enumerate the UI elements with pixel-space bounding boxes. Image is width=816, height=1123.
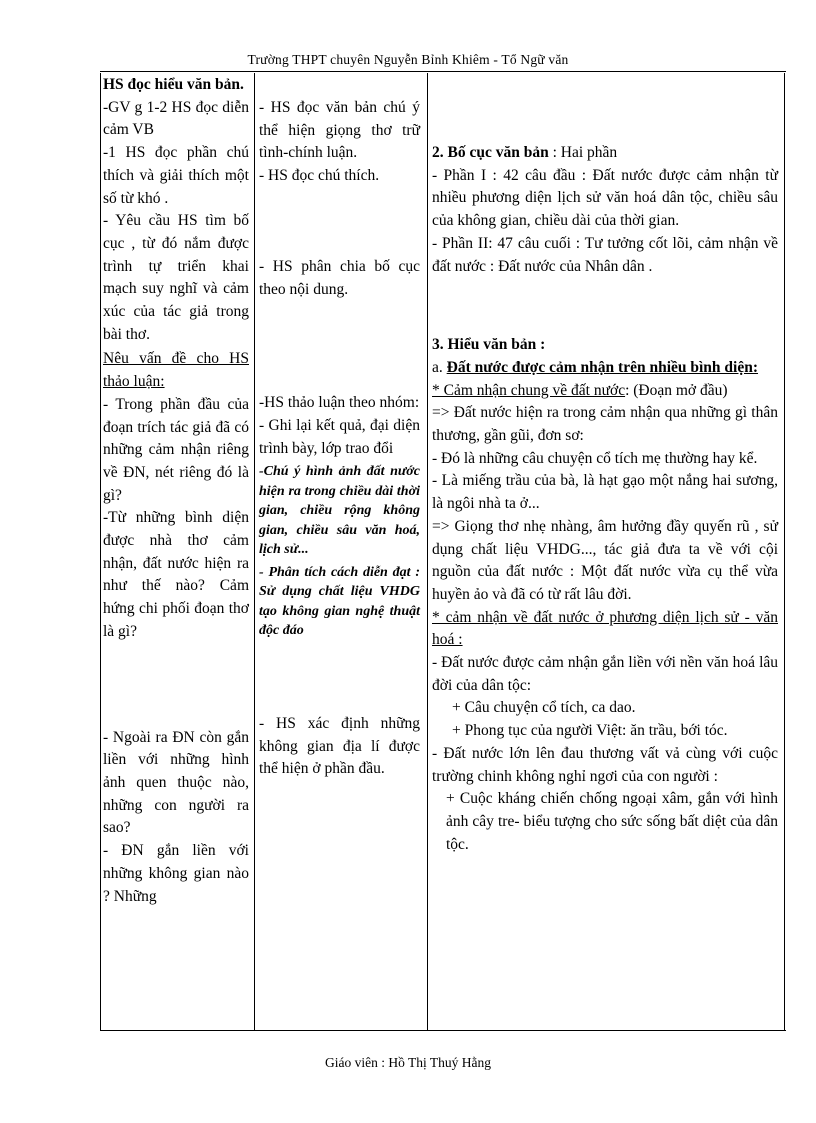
discussion-heading: Nêu vấn đề cho HS thảo luận: bbox=[103, 350, 249, 391]
content-line: + Câu chuyện cổ tích, ca dao. bbox=[452, 699, 636, 717]
column-divider-2 bbox=[427, 73, 428, 1031]
content-line: - Đó là những câu chuyện cổ tích mẹ thường hay kể. bbox=[432, 449, 758, 467]
teacher-question: - ĐN gắn liền với những không gian nào ? Những bbox=[103, 842, 249, 905]
content-column bbox=[432, 142, 778, 856]
content-line: => Đất nước hiện ra trong cảm nhận qua những gì thân thương, gần gũi, đơn sơ: bbox=[432, 404, 778, 445]
lesson-table bbox=[100, 73, 786, 1031]
student-activity-column bbox=[259, 97, 420, 781]
content-line: - Là miếng trầu của bà, là hạt gạo một nắng hai sương, là ngôi nhà ta ở... bbox=[432, 472, 778, 513]
content-subheading: * cảm nhận về đất nước ở phương diện lịch sử - văn hoá : bbox=[432, 608, 778, 649]
section-3a-heading: a. Đất nước được cảm nhận trên nhiều bình diện: bbox=[432, 358, 759, 376]
page-header bbox=[0, 52, 816, 68]
student-note: - Phân tích cách diễn đạt : Sử dụng chất liệu VHDG tạo không gian nghệ thuật độc đáo bbox=[259, 564, 420, 639]
teacher-step: - Yêu cầu HS tìm bố cục , từ đó nắm được trình tự triển khai mạch suy nghĩ và cảm xúc của tác giả trong bài thơ. bbox=[103, 212, 249, 343]
content-line: - Phần I : 42 câu đầu : Đất nước được cảm nhận từ nhiều phương diện lịch sử văn hoá dân tộc, chiều sâu của không gian, chiều dài của thời gian. bbox=[432, 166, 778, 230]
content-line: => Giọng thơ nhẹ nhàng, âm hưởng đầy quyến rũ , sử dụng chất liệu VHDG..., tác giả đưa ta về với cội nguồn của đất nước : Một đất nước vừa cụ thể vừa huyền ảo và đã có từ rất lâu đời. bbox=[432, 517, 778, 603]
content-line: + Cuộc kháng chiến chống ngoại xâm, gắn với hình ảnh cây tre- biểu tượng cho sức sống bất diệt của dân tộc. bbox=[446, 790, 778, 853]
page-footer bbox=[0, 1055, 816, 1071]
teacher-step: -1 HS đọc phần chú thích và giải thích một số từ khó . bbox=[103, 144, 249, 207]
student-step: - HS đọc văn bản chú ý thể hiện giọng thơ trữ tình-chính luận. bbox=[259, 99, 420, 162]
teacher-question: - Trong phần đầu của đoạn trích tác giả đã có những cảm nhận riêng về ĐN, nét riêng đó là gì? bbox=[103, 395, 249, 504]
student-step: - HS đọc chú thích. bbox=[259, 167, 380, 185]
header-rule bbox=[100, 71, 786, 72]
teacher-activity-column bbox=[103, 74, 249, 908]
student-step: - HS phân chia bố cục theo nội dung. bbox=[259, 257, 420, 298]
content-line: - Phần II: 47 câu cuối : Tư tưởng cốt lõi, cảm nhận về đất nước : Đất nước của Nhân dân . bbox=[432, 234, 778, 275]
student-note: -Chú ý hình ảnh đất nước hiện ra trong chiều dài thời gian, chiều rộng không gian, chiều sâu văn hoá, lịch sử... bbox=[259, 464, 420, 558]
column-divider-1 bbox=[254, 73, 255, 1031]
teacher-question: - Ngoài ra ĐN còn gắn liền với những hình ảnh quen thuộc nào, những con người ra sao? bbox=[103, 728, 249, 837]
content-line: - Đất nước được cảm nhận gắn liền với nền văn hoá lâu đời của dân tộc: bbox=[432, 654, 778, 694]
header-text: Trường THPT chuyên Nguyễn Bỉnh Khiêm - Tổ Ngữ văn bbox=[247, 52, 569, 67]
section-3-heading: 3. Hiểu văn bản : bbox=[432, 336, 546, 354]
content-line: + Phong tục của người Việt: ăn trầu, bới tóc. bbox=[452, 722, 728, 740]
teacher-step: -GV g 1-2 HS đọc diễn cảm VB bbox=[103, 98, 249, 139]
student-step: - Ghi lại kết quả, đại diện trình bày, lớp trao đổi bbox=[259, 416, 420, 457]
footer-text: Giáo viên : Hồ Thị Thuý Hằng bbox=[325, 1055, 491, 1070]
student-step: -HS thảo luận theo nhóm: bbox=[259, 394, 420, 412]
table-border-bottom bbox=[100, 1030, 786, 1031]
content-line: - Đất nước lớn lên đau thương vất vả cùng với cuộc trường chinh không nghỉ ngơi của con người : bbox=[432, 744, 778, 785]
section-2-heading: 2. Bố cục văn bản : Hai phần bbox=[432, 144, 618, 161]
table-border-right bbox=[784, 73, 785, 1031]
teacher-question: -Từ những bình diện được nhà thơ cảm nhận, đất nước hiện ra như thế nào? Cảm hứng chi phối đoạn thơ là gì? bbox=[103, 509, 249, 640]
table-border-left bbox=[100, 73, 101, 1031]
student-step: - HS xác định những không gian địa lí được thể hiện ở phần đầu. bbox=[259, 714, 420, 778]
reading-heading: HS đọc hiểu văn bản. bbox=[103, 76, 244, 93]
content-line: * Cảm nhận chung về đất nước: (Đoạn mở đầu) bbox=[432, 381, 728, 399]
